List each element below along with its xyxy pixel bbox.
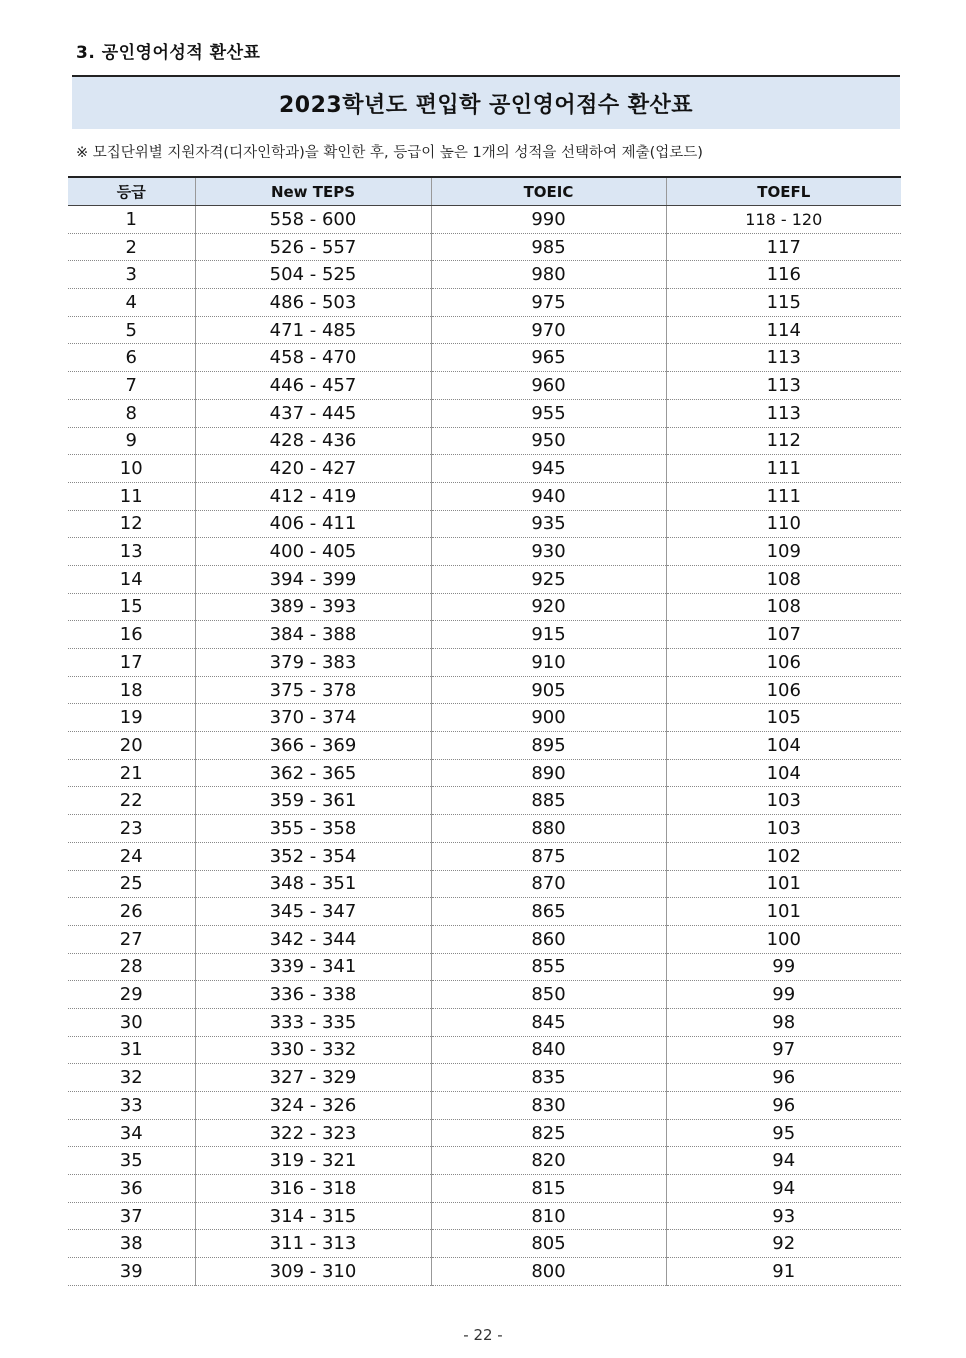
cell-toeic: 905 xyxy=(431,676,666,704)
table-row xyxy=(68,1258,901,1286)
cell-toefl: 106 xyxy=(666,649,901,677)
header-toefl: TOEFL xyxy=(666,177,901,206)
cell-new-teps: 319 - 321 xyxy=(195,1147,431,1175)
cell-toeic: 935 xyxy=(431,510,666,538)
cell-grade: 37 xyxy=(68,1202,195,1230)
table-row xyxy=(68,787,901,815)
header-new-teps: New TEPS xyxy=(195,177,431,206)
cell-new-teps: 330 - 332 xyxy=(195,1036,431,1064)
table-row xyxy=(68,1036,901,1064)
cell-toeic: 895 xyxy=(431,732,666,760)
cell-grade: 28 xyxy=(68,953,195,981)
cell-toefl: 111 xyxy=(666,455,901,483)
cell-grade: 24 xyxy=(68,842,195,870)
cell-toefl: 96 xyxy=(666,1092,901,1120)
cell-new-teps: 458 - 470 xyxy=(195,344,431,372)
cell-toeic: 890 xyxy=(431,759,666,787)
cell-toefl: 101 xyxy=(666,898,901,926)
cell-new-teps: 345 - 347 xyxy=(195,898,431,926)
cell-toefl: 105 xyxy=(666,704,901,732)
cell-grade: 11 xyxy=(68,482,195,510)
cell-toefl: 95 xyxy=(666,1119,901,1147)
cell-grade: 39 xyxy=(68,1258,195,1286)
cell-grade: 20 xyxy=(68,732,195,760)
cell-toefl: 111 xyxy=(666,482,901,510)
cell-new-teps: 394 - 399 xyxy=(195,565,431,593)
cell-toefl: 97 xyxy=(666,1036,901,1064)
cell-toeic: 800 xyxy=(431,1258,666,1286)
cell-toeic: 955 xyxy=(431,399,666,427)
cell-new-teps: 406 - 411 xyxy=(195,510,431,538)
table-row xyxy=(68,538,901,566)
cell-toeic: 945 xyxy=(431,455,666,483)
cell-toefl: 113 xyxy=(666,399,901,427)
cell-toeic: 920 xyxy=(431,593,666,621)
cell-toefl: 107 xyxy=(666,621,901,649)
cell-toefl: 104 xyxy=(666,759,901,787)
table-row xyxy=(68,704,901,732)
cell-new-teps: 366 - 369 xyxy=(195,732,431,760)
cell-new-teps: 504 - 525 xyxy=(195,261,431,289)
cell-toefl: 101 xyxy=(666,870,901,898)
cell-new-teps: 336 - 338 xyxy=(195,981,431,1009)
cell-grade: 33 xyxy=(68,1092,195,1120)
cell-toefl: 92 xyxy=(666,1230,901,1258)
cell-new-teps: 370 - 374 xyxy=(195,704,431,732)
cell-new-teps: 324 - 326 xyxy=(195,1092,431,1120)
banner-title: 2023학년도 편입학 공인영어점수 환산표 xyxy=(72,77,900,129)
cell-new-teps: 412 - 419 xyxy=(195,482,431,510)
table-body xyxy=(68,206,901,1286)
cell-toeic: 880 xyxy=(431,815,666,843)
cell-grade: 30 xyxy=(68,1008,195,1036)
cell-grade: 10 xyxy=(68,455,195,483)
cell-toefl: 94 xyxy=(666,1175,901,1203)
conversion-table xyxy=(68,176,901,1286)
cell-toefl: 104 xyxy=(666,732,901,760)
cell-grade: 15 xyxy=(68,593,195,621)
cell-toefl: 113 xyxy=(666,344,901,372)
table-row xyxy=(68,510,901,538)
cell-toeic: 825 xyxy=(431,1119,666,1147)
cell-toeic: 815 xyxy=(431,1175,666,1203)
table-row xyxy=(68,261,901,289)
cell-toefl: 113 xyxy=(666,372,901,400)
table-row xyxy=(68,482,901,510)
table-row xyxy=(68,372,901,400)
table-row xyxy=(68,593,901,621)
cell-toeic: 840 xyxy=(431,1036,666,1064)
cell-toeic: 910 xyxy=(431,649,666,677)
cell-toeic: 875 xyxy=(431,842,666,870)
cell-toefl: 100 xyxy=(666,925,901,953)
cell-toeic: 960 xyxy=(431,372,666,400)
cell-grade: 25 xyxy=(68,870,195,898)
cell-new-teps: 339 - 341 xyxy=(195,953,431,981)
cell-toeic: 925 xyxy=(431,565,666,593)
cell-toeic: 845 xyxy=(431,1008,666,1036)
cell-toefl: 106 xyxy=(666,676,901,704)
cell-toefl: 108 xyxy=(666,593,901,621)
cell-grade: 7 xyxy=(68,372,195,400)
cell-new-teps: 362 - 365 xyxy=(195,759,431,787)
cell-new-teps: 348 - 351 xyxy=(195,870,431,898)
table-row xyxy=(68,649,901,677)
cell-new-teps: 471 - 485 xyxy=(195,316,431,344)
cell-grade: 36 xyxy=(68,1175,195,1203)
cell-toefl: 99 xyxy=(666,981,901,1009)
cell-toeic: 930 xyxy=(431,538,666,566)
cell-toeic: 860 xyxy=(431,925,666,953)
cell-toeic: 940 xyxy=(431,482,666,510)
cell-new-teps: 314 - 315 xyxy=(195,1202,431,1230)
cell-toeic: 835 xyxy=(431,1064,666,1092)
cell-new-teps: 327 - 329 xyxy=(195,1064,431,1092)
table-row xyxy=(68,289,901,317)
cell-toefl: 98 xyxy=(666,1008,901,1036)
cell-grade: 34 xyxy=(68,1119,195,1147)
cell-new-teps: 400 - 405 xyxy=(195,538,431,566)
cell-new-teps: 333 - 335 xyxy=(195,1008,431,1036)
table-header-row xyxy=(68,177,901,206)
cell-new-teps: 428 - 436 xyxy=(195,427,431,455)
table-row xyxy=(68,1202,901,1230)
table-row xyxy=(68,1119,901,1147)
table-row xyxy=(68,233,901,261)
cell-toefl: 112 xyxy=(666,427,901,455)
cell-toefl: 103 xyxy=(666,787,901,815)
table-row xyxy=(68,676,901,704)
cell-toeic: 985 xyxy=(431,233,666,261)
cell-toeic: 850 xyxy=(431,981,666,1009)
cell-grade: 2 xyxy=(68,233,195,261)
table-row xyxy=(68,399,901,427)
table-row xyxy=(68,206,901,234)
cell-grade: 18 xyxy=(68,676,195,704)
header-toeic: TOEIC xyxy=(431,177,666,206)
cell-toeic: 855 xyxy=(431,953,666,981)
cell-toefl: 102 xyxy=(666,842,901,870)
cell-grade: 3 xyxy=(68,261,195,289)
cell-toeic: 865 xyxy=(431,898,666,926)
cell-toeic: 965 xyxy=(431,344,666,372)
table-row xyxy=(68,925,901,953)
cell-new-teps: 526 - 557 xyxy=(195,233,431,261)
cell-new-teps: 355 - 358 xyxy=(195,815,431,843)
table-row xyxy=(68,870,901,898)
table-row xyxy=(68,759,901,787)
cell-new-teps: 379 - 383 xyxy=(195,649,431,677)
instruction-note: ※ 모집단위별 지원자격(디자인학과)을 확인한 후, 등급이 높은 1개의 성적을 선택하여 제출(업로드) xyxy=(76,145,703,161)
cell-grade: 13 xyxy=(68,538,195,566)
cell-toeic: 900 xyxy=(431,704,666,732)
cell-grade: 21 xyxy=(68,759,195,787)
cell-new-teps: 375 - 378 xyxy=(195,676,431,704)
cell-toeic: 975 xyxy=(431,289,666,317)
table-row xyxy=(68,732,901,760)
cell-grade: 9 xyxy=(68,427,195,455)
cell-toeic: 950 xyxy=(431,427,666,455)
cell-toefl: 93 xyxy=(666,1202,901,1230)
table-row xyxy=(68,427,901,455)
cell-toeic: 990 xyxy=(431,206,666,234)
table-row xyxy=(68,565,901,593)
cell-grade: 14 xyxy=(68,565,195,593)
cell-toeic: 970 xyxy=(431,316,666,344)
cell-toefl: 115 xyxy=(666,289,901,317)
cell-new-teps: 316 - 318 xyxy=(195,1175,431,1203)
table-row xyxy=(68,621,901,649)
table-row xyxy=(68,1147,901,1175)
cell-new-teps: 389 - 393 xyxy=(195,593,431,621)
cell-new-teps: 420 - 427 xyxy=(195,455,431,483)
cell-toefl: 94 xyxy=(666,1147,901,1175)
header-grade: 등급 xyxy=(68,177,195,206)
cell-toefl: 114 xyxy=(666,316,901,344)
cell-toefl: 99 xyxy=(666,953,901,981)
cell-toefl: 118 - 120 xyxy=(666,206,901,234)
table-row xyxy=(68,1175,901,1203)
cell-grade: 17 xyxy=(68,649,195,677)
table-row xyxy=(68,316,901,344)
table-row xyxy=(68,953,901,981)
cell-toefl: 108 xyxy=(666,565,901,593)
table-row xyxy=(68,344,901,372)
table-row xyxy=(68,898,901,926)
cell-grade: 8 xyxy=(68,399,195,427)
cell-grade: 5 xyxy=(68,316,195,344)
cell-grade: 35 xyxy=(68,1147,195,1175)
cell-grade: 29 xyxy=(68,981,195,1009)
cell-new-teps: 558 - 600 xyxy=(195,206,431,234)
cell-new-teps: 309 - 310 xyxy=(195,1258,431,1286)
page-number: - 22 - xyxy=(463,1326,503,1344)
cell-grade: 38 xyxy=(68,1230,195,1258)
cell-toefl: 103 xyxy=(666,815,901,843)
cell-new-teps: 446 - 457 xyxy=(195,372,431,400)
cell-grade: 4 xyxy=(68,289,195,317)
cell-grade: 6 xyxy=(68,344,195,372)
cell-new-teps: 437 - 445 xyxy=(195,399,431,427)
cell-toefl: 96 xyxy=(666,1064,901,1092)
cell-toeic: 915 xyxy=(431,621,666,649)
table-row xyxy=(68,1064,901,1092)
table-row xyxy=(68,1008,901,1036)
cell-toeic: 980 xyxy=(431,261,666,289)
cell-toeic: 820 xyxy=(431,1147,666,1175)
table-row xyxy=(68,455,901,483)
cell-grade: 1 xyxy=(68,206,195,234)
cell-toeic: 885 xyxy=(431,787,666,815)
cell-toeic: 870 xyxy=(431,870,666,898)
table-row xyxy=(68,815,901,843)
cell-grade: 32 xyxy=(68,1064,195,1092)
cell-new-teps: 342 - 344 xyxy=(195,925,431,953)
table-row xyxy=(68,842,901,870)
cell-new-teps: 311 - 313 xyxy=(195,1230,431,1258)
section-title: 3. 공인영어성적 환산표 xyxy=(76,43,261,63)
cell-toeic: 810 xyxy=(431,1202,666,1230)
cell-toefl: 110 xyxy=(666,510,901,538)
cell-toeic: 805 xyxy=(431,1230,666,1258)
cell-new-teps: 359 - 361 xyxy=(195,787,431,815)
table-row xyxy=(68,1092,901,1120)
cell-grade: 22 xyxy=(68,787,195,815)
table-row xyxy=(68,1230,901,1258)
cell-toefl: 117 xyxy=(666,233,901,261)
cell-new-teps: 322 - 323 xyxy=(195,1119,431,1147)
cell-grade: 12 xyxy=(68,510,195,538)
cell-toefl: 109 xyxy=(666,538,901,566)
cell-new-teps: 352 - 354 xyxy=(195,842,431,870)
cell-grade: 23 xyxy=(68,815,195,843)
table-row xyxy=(68,981,901,1009)
cell-grade: 31 xyxy=(68,1036,195,1064)
cell-grade: 19 xyxy=(68,704,195,732)
cell-grade: 27 xyxy=(68,925,195,953)
cell-toeic: 830 xyxy=(431,1092,666,1120)
cell-toefl: 116 xyxy=(666,261,901,289)
cell-grade: 16 xyxy=(68,621,195,649)
cell-toefl: 91 xyxy=(666,1258,901,1286)
cell-new-teps: 384 - 388 xyxy=(195,621,431,649)
cell-new-teps: 486 - 503 xyxy=(195,289,431,317)
cell-grade: 26 xyxy=(68,898,195,926)
